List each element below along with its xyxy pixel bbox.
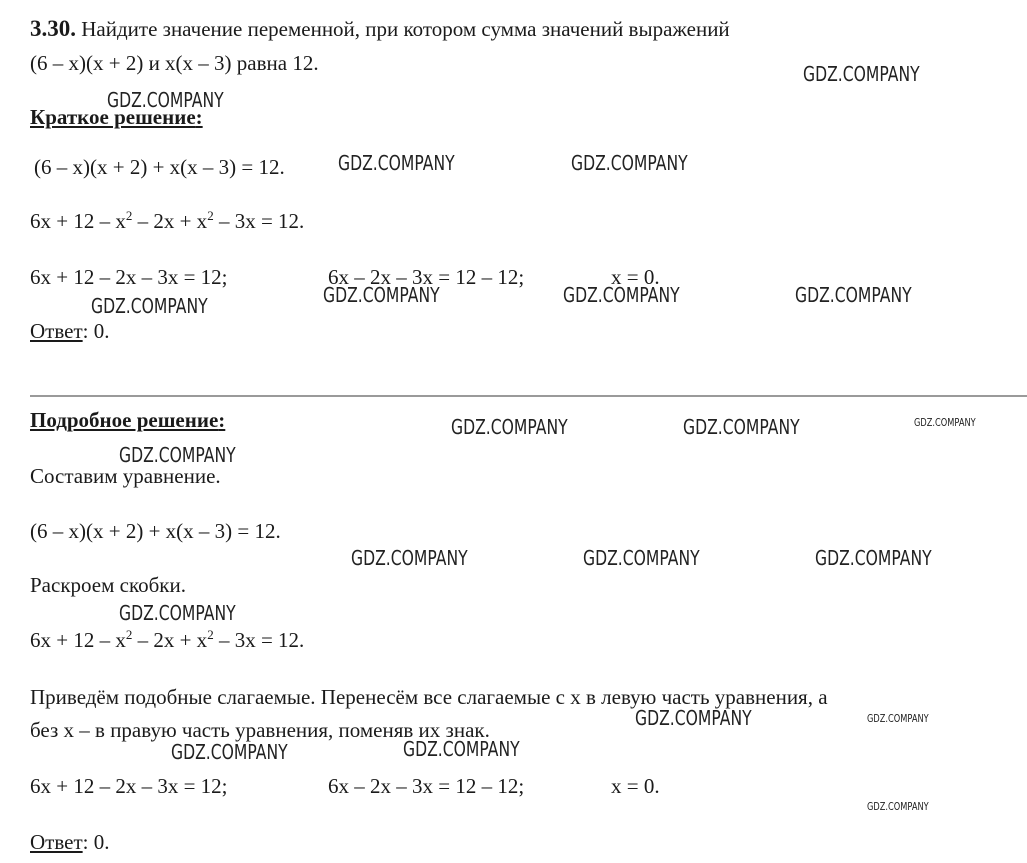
short-eq3c: x = 0. [611,265,660,289]
watermark: GDZ.COMPANY [571,151,688,175]
watermark: GDZ.COMPANY [867,712,929,725]
problem-statement [30,16,730,42]
watermark: GDZ.COMPANY [351,546,468,570]
watermark: GDZ.COMPANY [107,88,224,112]
watermark: GDZ.COMPANY [119,443,236,467]
detailed-solution-header [30,408,225,433]
problem-text-line1: Найдите значение переменной, при котором сумма значений выражений [81,17,730,41]
detailed-eq2-exp2: 2 [207,627,214,642]
section-divider [30,395,1027,397]
detailed-eq3c: x = 0. [611,774,660,798]
short-eq2-part-a: 6x + 12 – x [30,209,126,233]
watermark: GDZ.COMPANY [635,706,752,730]
detailed-eq2-part-c: – 3x = 12. [213,628,305,652]
detailed-answer-label: Ответ [30,830,83,854]
watermark: GDZ.COMPANY [914,416,976,429]
detailed-step3-line1: Приведём подобные слагаемые. Перенесём все слагаемые с x в левую часть уравнения, а [30,685,828,709]
detailed-eq3b: 6x – 2x – 3x = 12 – 12; [328,774,525,798]
short-eq2 [30,208,304,234]
short-solution-header-label: Краткое решение [30,105,196,129]
detailed-eq2-exp1: 2 [125,627,133,642]
watermark: GDZ.COMPANY [795,283,912,307]
short-eq3a: 6x + 12 – 2x – 3x = 12; [30,265,228,289]
detailed-step2: Раскроем скобки. [30,573,186,597]
short-answer-label: Ответ [30,319,83,343]
watermark: GDZ.COMPANY [403,737,520,761]
detailed-eq2 [30,627,304,653]
problem-text-line2: (6 – x)(x + 2) и x(x – 3) равна 12. [30,51,319,75]
watermark: GDZ.COMPANY [583,546,700,570]
watermark: GDZ.COMPANY [815,546,932,570]
problem-number: 3.30. [30,16,76,41]
detailed-eq1: (6 – x)(x + 2) + x(x – 3) = 12. [30,519,281,543]
detailed-solution-header-label: Подробное решение [30,408,219,432]
watermark: GDZ.COMPANY [867,800,929,813]
detailed-eq3a: 6x + 12 – 2x – 3x = 12; [30,774,228,798]
short-eq2-part-b: – 2x + x [132,209,208,233]
watermark: GDZ.COMPANY [563,283,680,307]
watermark: GDZ.COMPANY [91,294,208,318]
watermark: GDZ.COMPANY [803,62,920,86]
short-eq2-exp2: 2 [207,208,214,223]
watermark: GDZ.COMPANY [683,415,800,439]
detailed-eq2-part-b: – 2x + x [132,628,208,652]
detailed-solution-header-colon: : [218,408,226,432]
detailed-answer [30,829,109,855]
short-answer-value: : 0. [82,319,110,343]
watermark: GDZ.COMPANY [323,283,440,307]
watermark: GDZ.COMPANY [451,415,568,439]
short-eq2-exp1: 2 [125,208,133,223]
detailed-step3-line2: без x – в правую часть уравнения, поменяв их знак. [30,718,490,742]
watermark: GDZ.COMPANY [119,601,236,625]
watermark: GDZ.COMPANY [338,151,455,175]
short-eq1: (6 – x)(x + 2) + x(x – 3) = 12. [34,155,285,179]
watermark: GDZ.COMPANY [171,740,288,764]
short-eq3b: 6x – 2x – 3x = 12 – 12; [328,265,525,289]
detailed-answer-value: : 0. [82,830,110,854]
short-eq2-part-c: – 3x = 12. [213,209,305,233]
short-solution-header-colon: : [195,105,203,129]
detailed-step1: Составим уравнение. [30,464,221,488]
short-answer [30,318,109,344]
detailed-eq2-part-a: 6x + 12 – x [30,628,126,652]
